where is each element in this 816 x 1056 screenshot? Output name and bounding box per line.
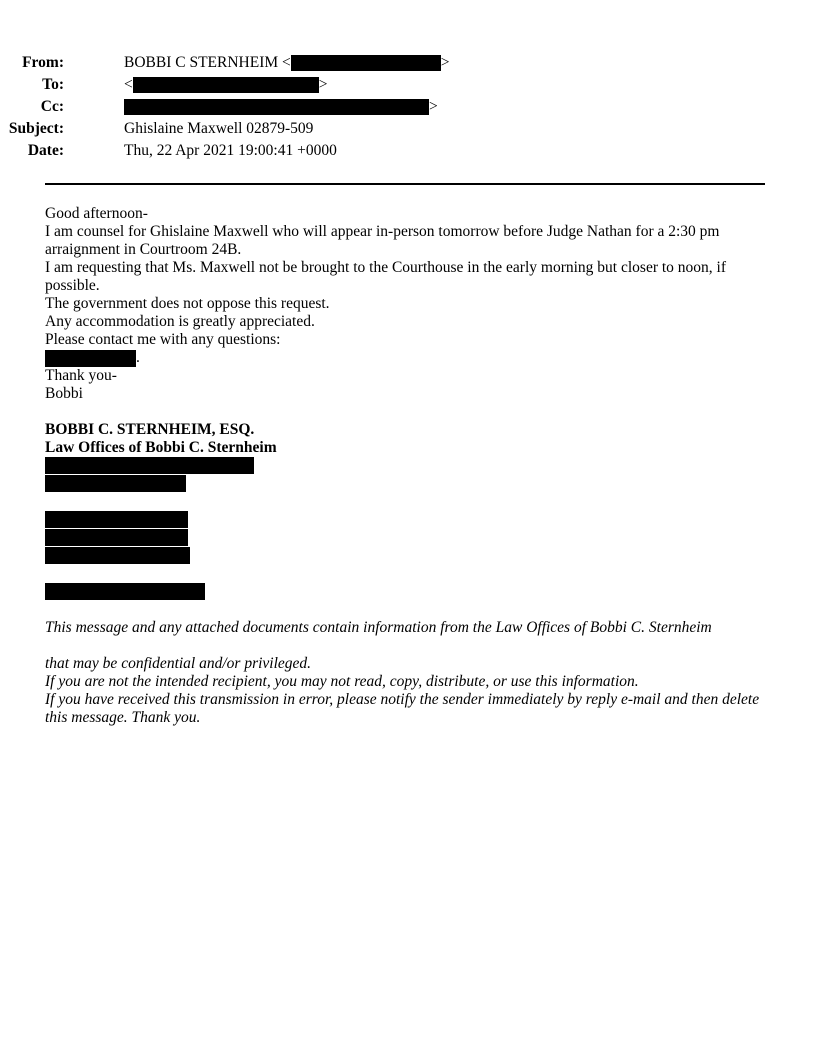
header-divider <box>45 183 765 185</box>
cc-row <box>0 96 760 118</box>
signoff: Bobbi <box>45 385 83 402</box>
redacted-phone-2 <box>45 529 188 546</box>
cc-close: > <box>429 98 438 115</box>
disclaimer-line-1: This message and any attached documents contain information from the Law Offices of Bobbi C. Sternheim <box>45 619 712 636</box>
redacted-phone-3 <box>45 547 190 564</box>
body-line-1: I am counsel for Ghislaine Maxwell who will appear in-person tomorrow before Judge Nathan for a 2:30 pm arraignment in Courtroom 24B. <box>45 223 720 258</box>
to-row <box>0 74 760 96</box>
date-label: Date: <box>27 142 64 159</box>
thanks: Thank you- <box>45 367 117 384</box>
to-label: To: <box>42 76 64 93</box>
to-close: > <box>318 76 328 93</box>
redacted-address-line-2 <box>45 475 186 492</box>
body-line-5: Please contact me with any questions: <box>45 331 281 348</box>
body-line-3: The government does not oppose this request. <box>45 295 330 312</box>
disclaimer-line-2: that may be confidential and/or privileged. <box>45 655 312 672</box>
redacted-contact <box>45 350 136 367</box>
redacted-cc-email <box>124 99 429 115</box>
date-value: Thu, 22 Apr 2021 19:00:41 +0000 <box>124 142 337 159</box>
subject-label: Subject: <box>8 120 64 137</box>
from-label: From: <box>22 54 64 71</box>
redacted-website <box>45 583 205 600</box>
date-row <box>0 140 760 162</box>
body-line-2: I am requesting that Ms. Maxwell not be brought to the Courthouse in the early morning but closer to noon, if possible. <box>45 259 727 294</box>
cc-label: Cc: <box>40 98 64 115</box>
disclaimer-line-4: If you have received this transmission in error, please notify the sender immediately by reply e-mail and then delete this message. Thank you. <box>45 691 760 726</box>
confidentiality-disclaimer <box>45 619 765 727</box>
subject-value: Ghislaine Maxwell 02879-509 <box>124 120 314 137</box>
redacted-from-email <box>291 55 441 71</box>
email-body <box>45 205 765 601</box>
disclaimer-line-3: If you are not the intended recipient, you may not read, copy, distribute, or use this information. <box>45 673 639 690</box>
from-close: > <box>440 54 450 71</box>
contact-suffix: . <box>136 349 140 366</box>
redacted-phone-1 <box>45 511 188 528</box>
email-header <box>0 52 760 162</box>
redacted-to-email <box>133 77 319 93</box>
from-row <box>0 52 760 74</box>
contact-line <box>45 349 765 367</box>
subject-row <box>0 118 760 140</box>
to-open: < <box>124 76 133 93</box>
signature-name: BOBBI C. STERNHEIM, ESQ. <box>45 421 255 438</box>
body-line-4: Any accommodation is greatly appreciated. <box>45 313 315 330</box>
signature-firm: Law Offices of Bobbi C. Sternheim <box>45 439 277 456</box>
redacted-address-line-1 <box>45 457 254 474</box>
from-name: BOBBI C STERNHEIM < <box>124 54 291 71</box>
greeting: Good afternoon- <box>45 205 148 222</box>
